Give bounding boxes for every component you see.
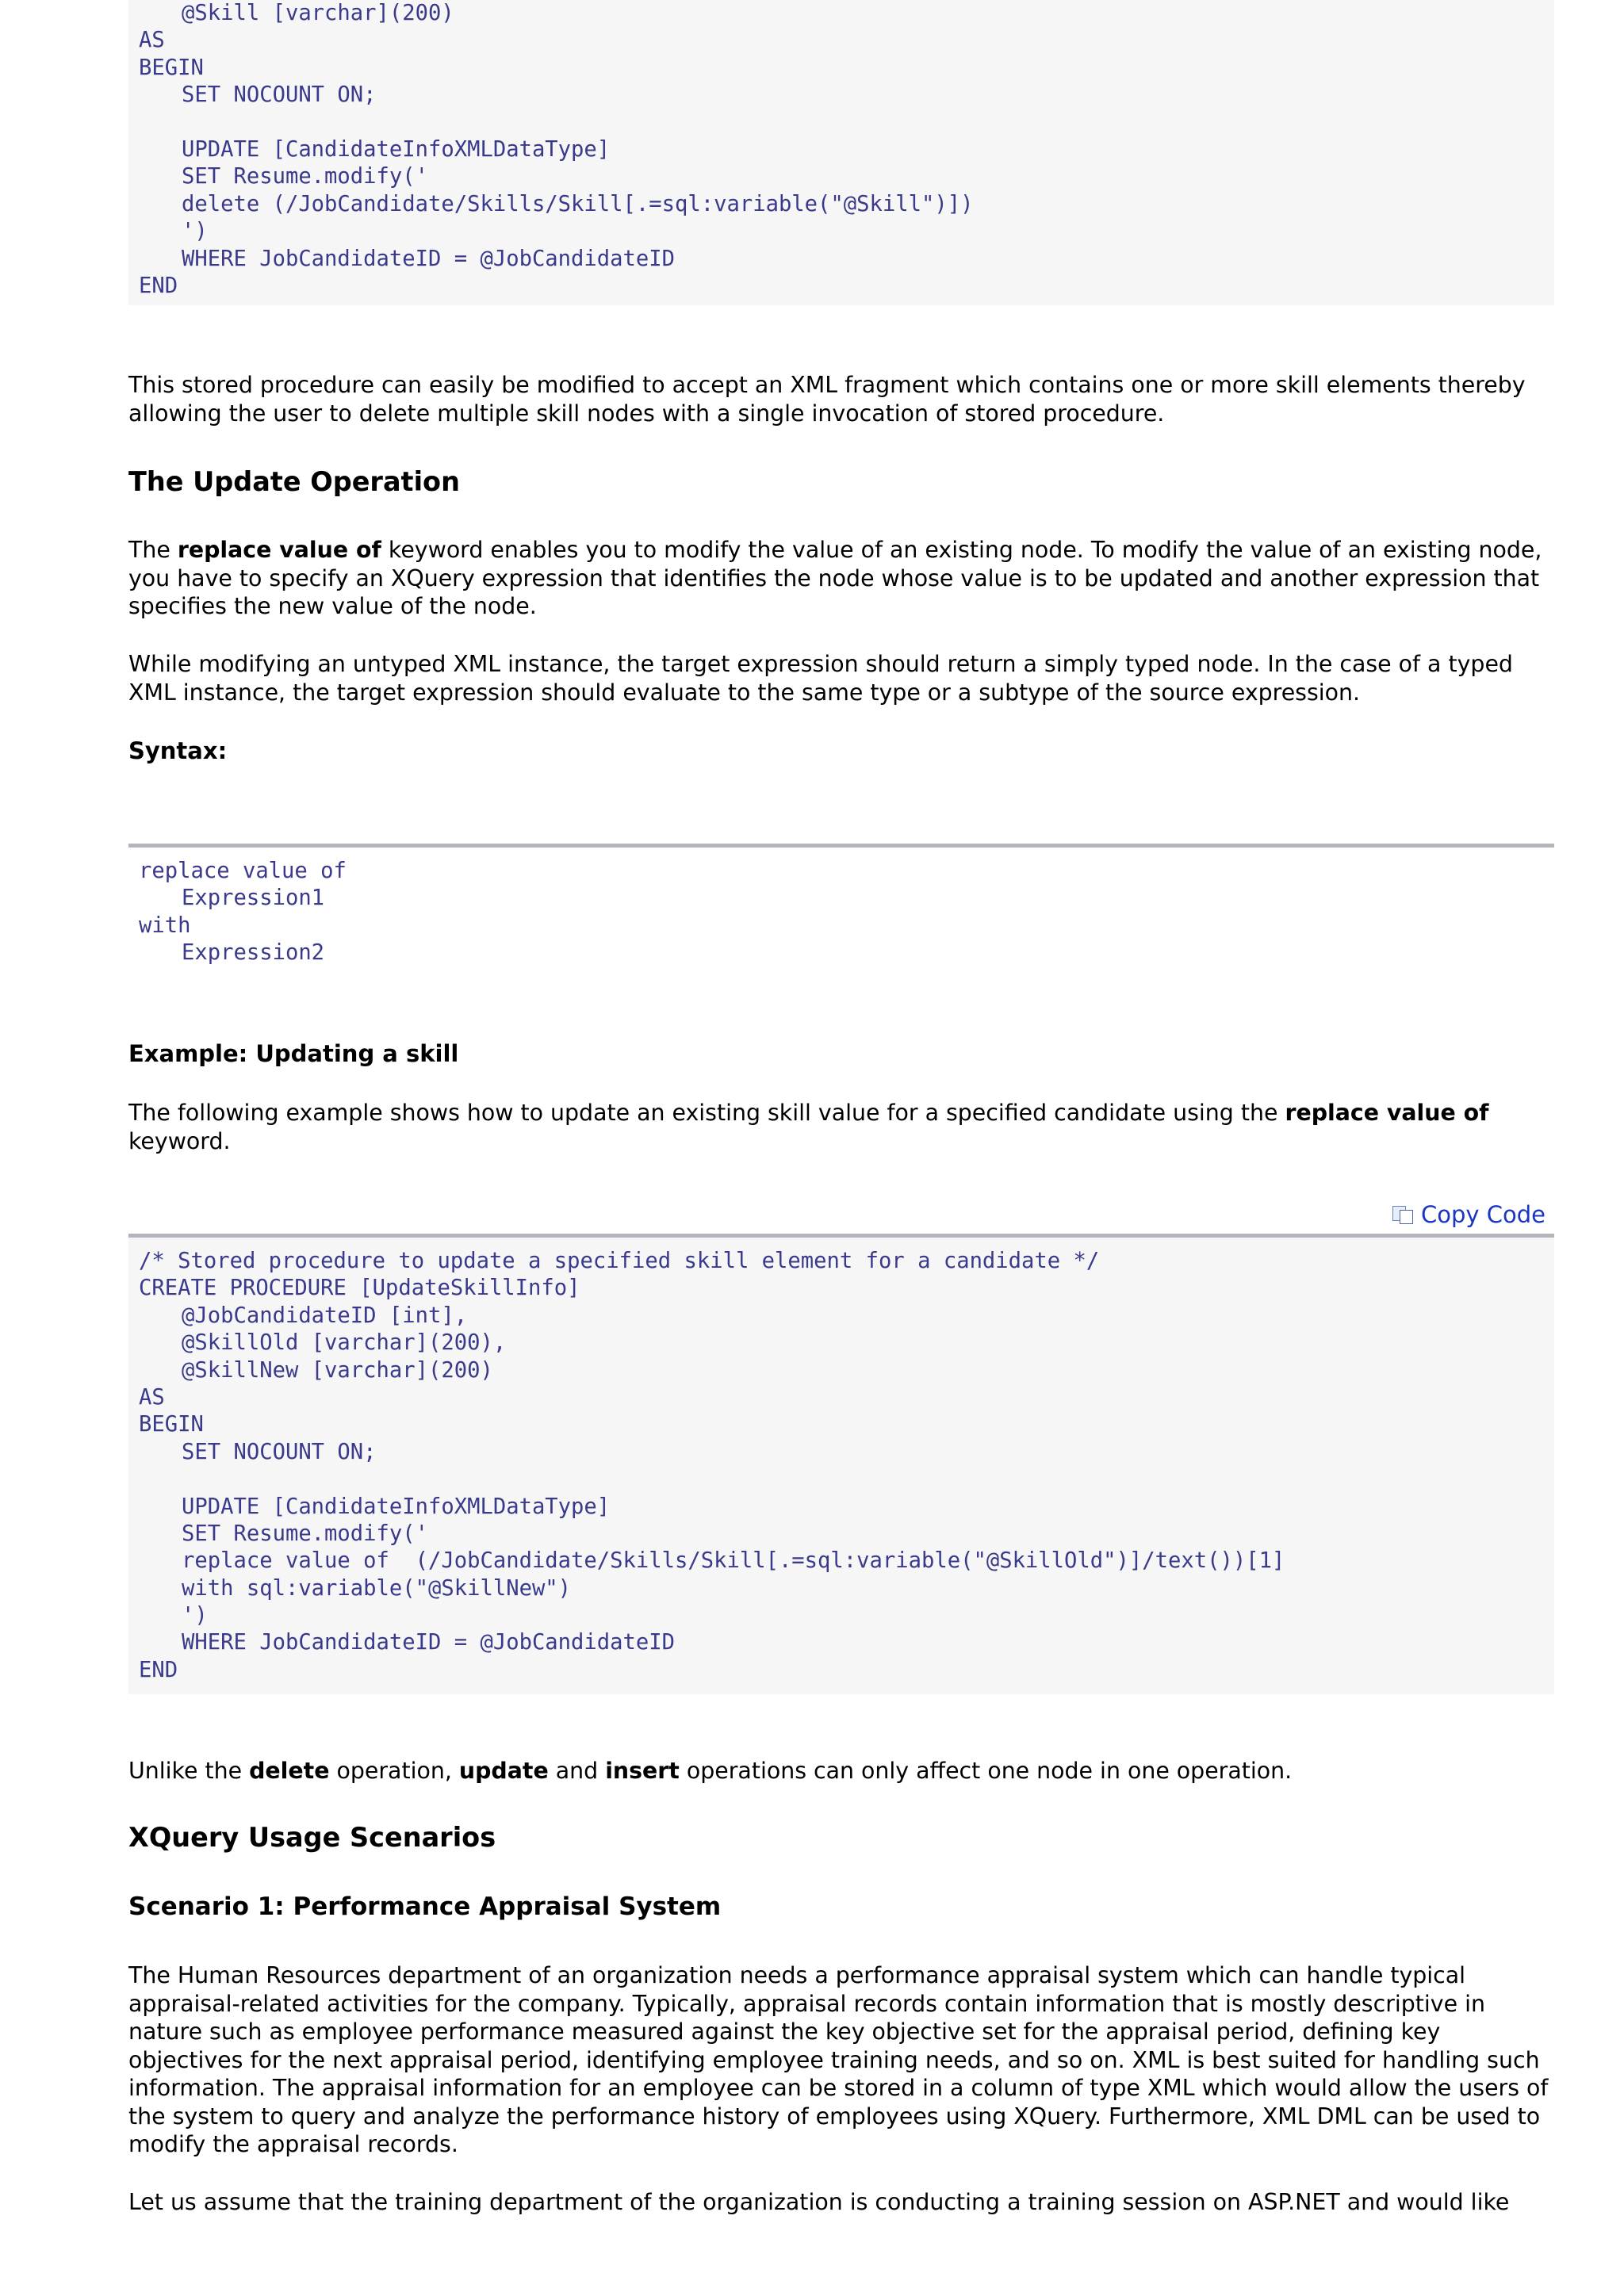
- paragraph-example-intro: [128, 1099, 1556, 1155]
- text-segment: The following example shows how to update an existing skill value for a specified candidate using the: [128, 1100, 1285, 1126]
- label-syntax: Syntax:: [128, 737, 228, 764]
- keyword-update: update: [458, 1758, 549, 1784]
- paragraph-scenario-1-description: The Human Resources department of an organization needs a performance appraisal system which can handle typical appraisal-related activities for the company. Typically, appraisal records contain information that is mostly descriptive in nature such as employee performance measured against the key objective set for the appraisal period, defining key objectives for the next appraisal period, identifying employee training needs, and so on. XML is best suited for handling such information. The appraisal information for an employee can be stored in a column of type XML which would allow the users of the system to query and analyze the performance history of employees using XQuery. Furthermore, XML DML can be used to modify the appraisal records.: [128, 1962, 1549, 2157]
- code-line: delete (/JobCandidate/Skills/Skill[.=sql:variable("@Skill")]): [182, 191, 974, 216]
- code-line: SET Resume.modify(': [182, 1521, 428, 1546]
- paragraph-stored-procedure: This stored procedure can easily be modified to accept an XML fragment which contains one or more skill elements thereby allowing the user to delete multiple skill nodes with a single invocation of stored procedure.: [128, 372, 1526, 427]
- code-line: BEGIN: [139, 55, 204, 80]
- text-segment: operation,: [329, 1758, 459, 1784]
- code-line: @Skill [varchar](200): [182, 1, 454, 25]
- code-line: WHERE JobCandidateID = @JobCandidateID: [182, 1630, 675, 1655]
- paragraph-training-department: Let us assume that the training department of the organization is conducting a training session on ASP.NET and would like: [128, 2189, 1510, 2215]
- code-line: '): [182, 1603, 208, 1628]
- code-line: CREATE PROCEDURE [UpdateSkillInfo]: [139, 1276, 580, 1301]
- code-line: END: [139, 1657, 178, 1682]
- code-line: @JobCandidateID [int],: [182, 1303, 468, 1328]
- code-block-delete-skill: [128, 0, 1556, 300]
- paragraph-replace-value-intro: [128, 536, 1556, 621]
- text-segment: and: [548, 1758, 606, 1784]
- code-line: WHERE JobCandidateID = @JobCandidateID: [182, 246, 675, 271]
- paragraph-unlike-delete: [128, 1757, 1556, 1785]
- paragraph-untyped-xml: While modifying an untyped XML instance, the target expression should return a simply typed node. In the case of a typed XML instance, the target expression should evaluate to the same type or a subtype of the source expression.: [128, 651, 1513, 706]
- keyword-insert: insert: [605, 1758, 680, 1784]
- code-line: SET NOCOUNT ON;: [182, 1439, 377, 1464]
- code-block-syntax: [128, 858, 1556, 967]
- code-line: @SkillNew [varchar](200): [182, 1357, 493, 1383]
- code-line: replace value of: [139, 859, 347, 883]
- copy-code-button[interactable]: [1392, 1199, 1545, 1230]
- code-line: Expression2: [182, 940, 325, 966]
- code-line: @SkillOld [varchar](200),: [182, 1330, 507, 1356]
- text-segment: The: [128, 537, 178, 563]
- code-block-top-rule: [128, 844, 1554, 848]
- code-line: '): [182, 219, 208, 244]
- heading-xquery-usage-scenarios: XQuery Usage Scenarios: [128, 1822, 496, 1853]
- code-line: BEGIN: [139, 1412, 204, 1437]
- code-line: UPDATE [CandidateInfoXMLDataType]: [182, 1494, 611, 1519]
- heading-update-operation: The Update Operation: [128, 466, 460, 497]
- code-line: /* Stored procedure to update a specified skill element for a candidate */: [139, 1249, 1100, 1273]
- heading-example-updating-skill: Example: Updating a skill: [128, 1040, 459, 1067]
- text-segment: Unlike the: [128, 1758, 250, 1784]
- copy-code-label: Copy Code: [1421, 1201, 1546, 1228]
- code-line: SET NOCOUNT ON;: [182, 82, 377, 108]
- keyword-delete: delete: [249, 1758, 330, 1784]
- code-line: AS: [139, 28, 165, 53]
- text-segment: keyword.: [128, 1127, 231, 1154]
- text-segment: keyword enables you to modify the value of an existing node. To modify the value of an existing node, you have to specify an XQuery expression that identifies the node whose value is to be updated and another expression that specifies the new value of the node.: [128, 537, 1542, 619]
- heading-scenario-1: Scenario 1: Performance Appraisal System: [128, 1892, 722, 1921]
- code-line: replace value of (/JobCandidate/Skills/Skill[.=sql:variable("@SkillOld")]/text())[1]: [182, 1548, 1285, 1574]
- code-line: with: [139, 913, 191, 938]
- code-line: SET Resume.modify(': [182, 164, 428, 189]
- copy-icon: [1392, 1206, 1413, 1223]
- code-line: Expression1: [182, 886, 325, 911]
- code-line: [128, 1466, 1556, 1493]
- code-line: UPDATE [CandidateInfoXMLDataType]: [182, 136, 611, 162]
- keyword-replace-value-of: replace value of: [177, 537, 381, 563]
- text-segment: operations can only affect one node in one operation.: [679, 1758, 1293, 1784]
- code-block-update-skill-info: [128, 1248, 1556, 1684]
- code-line: [128, 109, 1556, 136]
- code-line: END: [139, 273, 178, 298]
- code-line: with sql:variable("@SkillNew"): [182, 1575, 572, 1601]
- keyword-replace-value-of: replace value of: [1285, 1100, 1489, 1126]
- code-line: AS: [139, 1384, 165, 1410]
